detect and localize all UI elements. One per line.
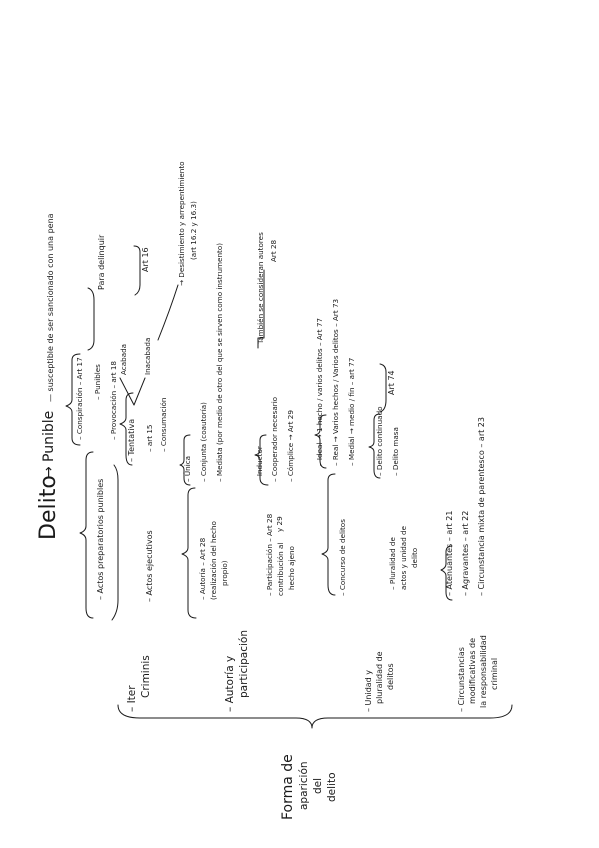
svg-text:del: del xyxy=(312,777,324,794)
svg-text:criminal: criminal xyxy=(490,657,499,690)
svg-text:– Actos preparatorios punibles: – Actos preparatorios punibles xyxy=(96,478,105,600)
section-autoria xyxy=(224,630,250,712)
svg-text:– Unidad y: – Unidad y xyxy=(364,669,373,712)
svg-text:participación: participación xyxy=(238,629,250,698)
svg-text:hecho ajeno: hecho ajeno xyxy=(287,546,296,590)
prep-provocacion: – Provocación – art 18 xyxy=(109,361,118,440)
svg-text:– Autoría y: – Autoría y xyxy=(224,655,236,712)
exec-inacabada: Inacabada xyxy=(143,337,152,375)
title-definition: — susceptible de ser sancionado con una pena xyxy=(46,213,55,402)
svg-text:delito: delito xyxy=(410,547,419,568)
concurso-label: – Concurso de delitos xyxy=(338,519,347,596)
prep-punibles: – Punibles xyxy=(93,364,102,400)
root-label xyxy=(280,754,338,820)
unidad-brace xyxy=(322,474,335,595)
exec-acts-label xyxy=(145,530,154,602)
part-note2: Art 28 xyxy=(269,239,278,262)
svg-text:modificativas de: modificativas de xyxy=(468,637,477,704)
part-complice: – Cómplice → Art 29 xyxy=(286,410,295,482)
prep-note: Para delinquir xyxy=(97,234,106,290)
svg-text:– Circunstancias: – Circunstancias xyxy=(457,647,466,712)
svg-text:y 29: y 29 xyxy=(275,516,284,532)
svg-text:– Iter: – Iter xyxy=(126,685,138,712)
root-brace xyxy=(118,705,512,728)
part-note1: También se consideran autores xyxy=(256,232,265,344)
autoria-conjunta: – Conjunta (coautoría) xyxy=(199,402,208,482)
title-arrow: → xyxy=(41,466,57,478)
svg-text:delitos: delitos xyxy=(386,663,395,690)
desist-arrow xyxy=(158,285,178,340)
part-cooperador: – Cooperador necesario xyxy=(270,396,279,482)
exec-art16: Art 16 xyxy=(141,247,150,272)
svg-text:Criminis: Criminis xyxy=(140,655,152,698)
participacion-label xyxy=(265,513,296,596)
section-circunstancias xyxy=(457,635,499,712)
iter-brace xyxy=(80,452,93,618)
concurso-ideal: – Ideal → 1 hecho / varios delitos – Art 77 xyxy=(315,318,324,466)
svg-text:– Participación – Art 28: – Participación – Art 28 xyxy=(265,513,274,596)
title-punible: Punible xyxy=(41,410,57,462)
svg-text:delito: delito xyxy=(326,772,338,802)
svg-text:propio): propio) xyxy=(220,560,229,586)
circ-atenuantes: – Atenuantes – art 21 xyxy=(445,510,454,596)
svg-text:– Autoría – Art 28: – Autoría – Art 28 xyxy=(198,537,207,600)
svg-text:Forma de: Forma de xyxy=(280,754,296,820)
plural-masa: – Delito masa xyxy=(391,427,400,476)
exec-art15: – art 15 xyxy=(145,424,154,452)
svg-text:– Conspiración – Art 17: – Conspiración – Art 17 xyxy=(75,357,84,440)
plural-art74: Art 74 xyxy=(387,370,396,395)
title-delito: Delito xyxy=(36,475,61,540)
autoria-brace xyxy=(182,488,196,618)
part-inductor: – Inductor xyxy=(255,446,264,482)
autoria-unica: – Única xyxy=(183,455,192,482)
svg-text:actos y unidad de: actos y unidad de xyxy=(399,525,408,590)
section-iter-criminis xyxy=(126,655,152,712)
pluralidad-label xyxy=(388,525,419,590)
prep-items xyxy=(75,357,84,440)
concurso-medial: – Medial → medio / fin – art 77 xyxy=(347,357,356,466)
desist-line1: → Desistimiento y arrepentimiento xyxy=(177,161,186,286)
autoria-mediata: – Mediata (por medio de otro del que se sirven como instrumento) xyxy=(215,242,224,482)
svg-text:la responsabilidad: la responsabilidad xyxy=(479,635,488,708)
plural-continuado: – Delito continuado xyxy=(375,406,384,476)
exec-tentativa: – Tentativa xyxy=(127,418,136,462)
title-group xyxy=(36,213,61,540)
exec-acabada: Acabada xyxy=(119,343,128,375)
exec-consumacion: – Consumación xyxy=(159,397,168,452)
svg-text:pluralidad de: pluralidad de xyxy=(375,651,384,704)
autoria-label xyxy=(198,521,229,600)
svg-text:(realización del hecho: (realización del hecho xyxy=(209,521,218,600)
circ-agravantes: – Agravantes – art 22 xyxy=(461,510,470,596)
svg-text:– Actos ejecutivos: – Actos ejecutivos xyxy=(145,530,154,602)
svg-text:contribución al: contribución al xyxy=(276,542,285,596)
desist-line2: (art 16.2 y 16.3) xyxy=(189,201,198,260)
circ-mixta: – Circunstancia mixta de parentesco – art 23 xyxy=(477,417,486,596)
section-unidad xyxy=(364,651,395,712)
svg-text:aparición: aparición xyxy=(298,761,310,810)
svg-text:– Pluralidad de: – Pluralidad de xyxy=(388,537,397,590)
concurso-real: – Real → Varios hechos / Varios delitos – Art 73 xyxy=(331,298,340,466)
prep-acts-label xyxy=(96,479,105,600)
